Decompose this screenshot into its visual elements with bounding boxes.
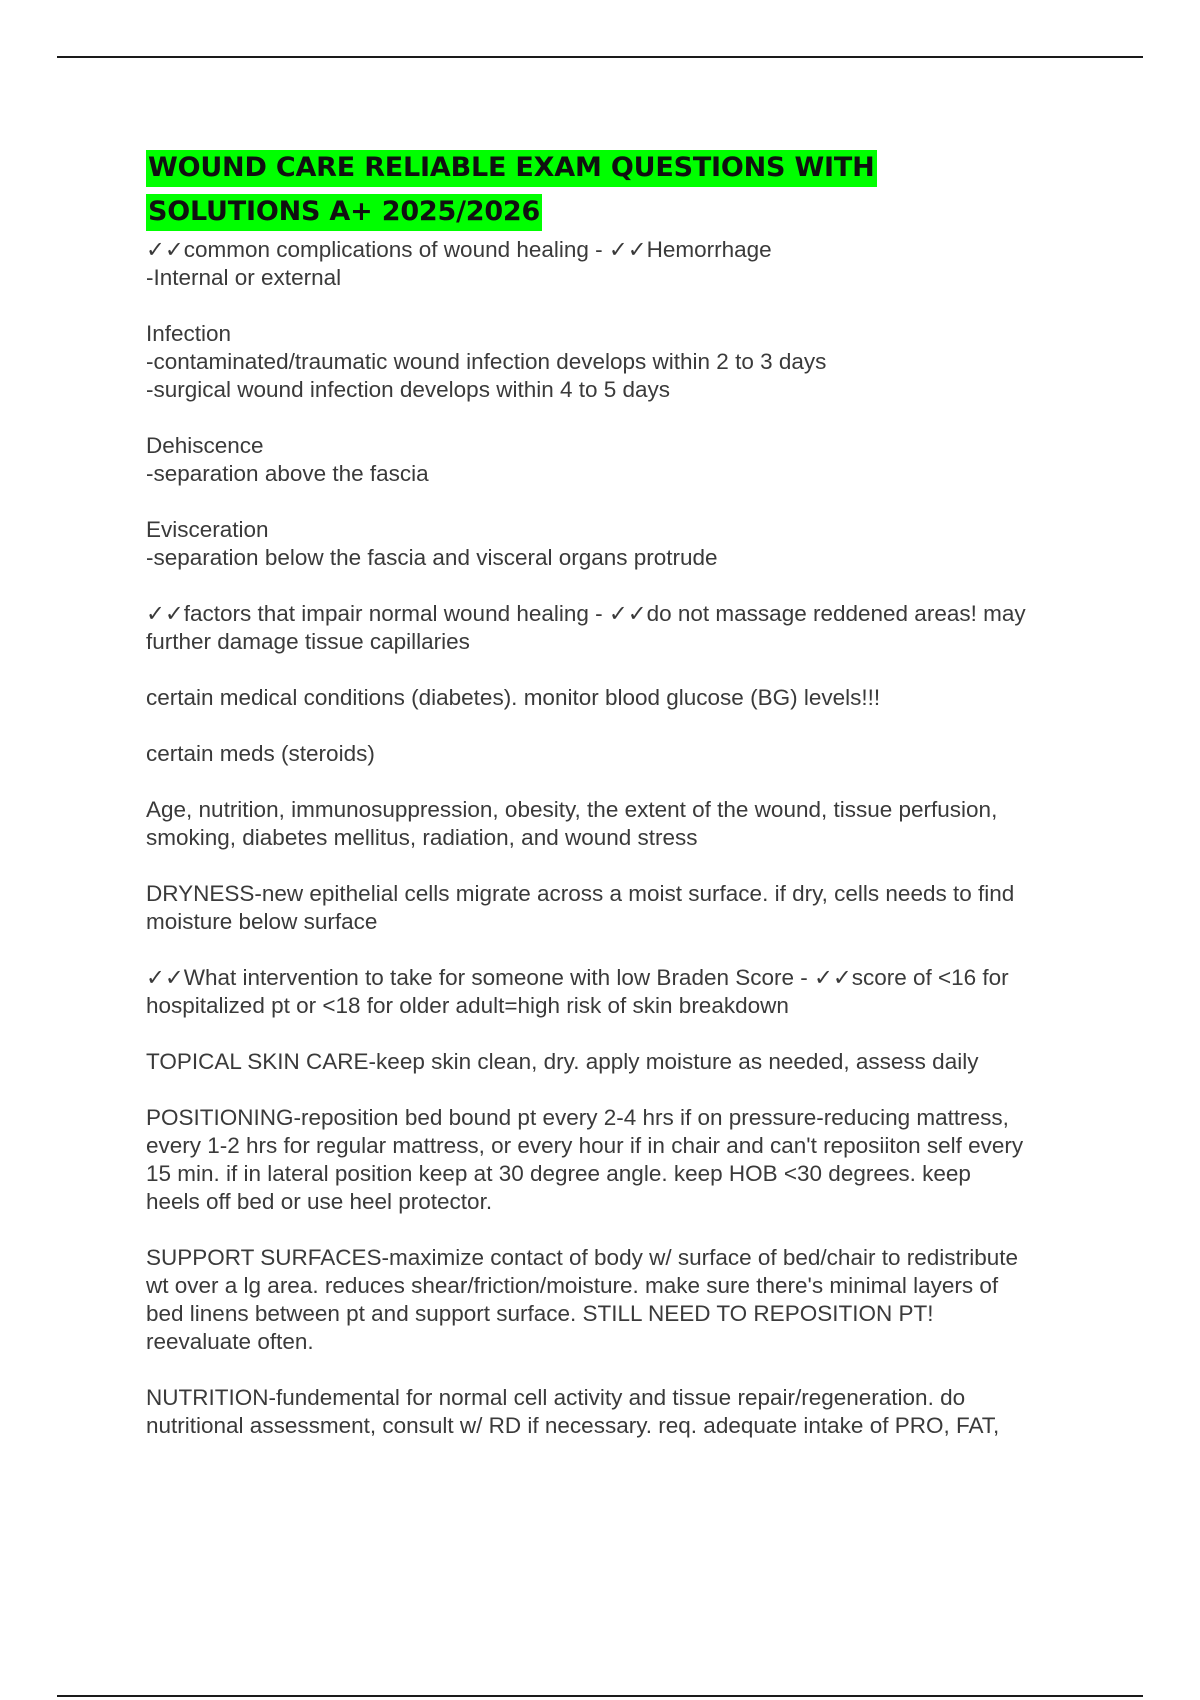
qa-braden-score: ✓✓What intervention to take for someone with low Braden Score - ✓✓score of <16 for hospitalized pt or <18 for older adult=high risk of skin breakdown xyxy=(146,965,1009,1018)
paragraph-evisceration: Evisceration -separation below the fascia and visceral organs protrude xyxy=(146,517,718,570)
paragraph-topical-skin-care: TOPICAL SKIN CARE-keep skin clean, dry. apply moisture as needed, assess daily xyxy=(146,1049,979,1074)
paragraph-positioning: POSITIONING-reposition bed bound pt every 2-4 hrs if on pressure-reducing mattress, every 1-2 hrs for regular mattress, or every hour if in chair and can't reposiiton self every 15 min. if in lateral position keep at 30 degree angle. keep HOB <30 degrees. keep heels off bed or use heel protector. xyxy=(146,1105,1024,1214)
paragraph-nutrition: NUTRITION-fundemental for normal cell activity and tissue repair/regeneration. do nutritional assessment, consult w/ RD if necessary. req. adequate intake of PRO, FAT, xyxy=(146,1385,1000,1438)
title-line-2: SOLUTIONS A+ 2025/2026 xyxy=(148,196,541,227)
paragraph-dehiscence: Dehiscence -separation above the fascia xyxy=(146,433,429,486)
footer-divider xyxy=(57,1695,1143,1697)
paragraph-factors: Age, nutrition, immunosuppression, obesity, the extent of the wound, tissue perfusion, smoking, diabetes mellitus, radiation, and wound stress xyxy=(146,797,998,850)
paragraph-meds: certain meds (steroids) xyxy=(146,741,375,766)
title-line-1: WOUND CARE RELIABLE EXAM QUESTIONS WITH xyxy=(148,152,875,183)
document-title xyxy=(146,146,1096,234)
paragraph-infection: Infection -contaminated/traumatic wound infection develops within 2 to 3 days -surgical wound infection develops within 4 to 5 days xyxy=(146,321,827,402)
document-body xyxy=(146,146,1096,1440)
qa-impair-healing: ✓✓factors that impair normal wound healing - ✓✓do not massage reddened areas! may further damage tissue capillaries xyxy=(146,601,1026,654)
paragraph-medical-conditions: certain medical conditions (diabetes). monitor blood glucose (BG) levels!!! xyxy=(146,685,881,710)
title-highlight xyxy=(146,150,877,231)
header-divider xyxy=(57,56,1143,58)
paragraph-dryness: DRYNESS-new epithelial cells migrate across a moist surface. if dry, cells needs to find moisture below surface xyxy=(146,881,1015,934)
qa-common-complications: ✓✓common complications of wound healing - ✓✓Hemorrhage -Internal or external xyxy=(146,237,772,290)
paragraph-support-surfaces: SUPPORT SURFACES-maximize contact of body w/ surface of bed/chair to redistribute wt over a lg area. reduces shear/friction/moisture. make sure there's minimal layers of bed linens between pt and support surface. STILL NEED TO REPOSITION PT! reevaluate often. xyxy=(146,1245,1019,1354)
